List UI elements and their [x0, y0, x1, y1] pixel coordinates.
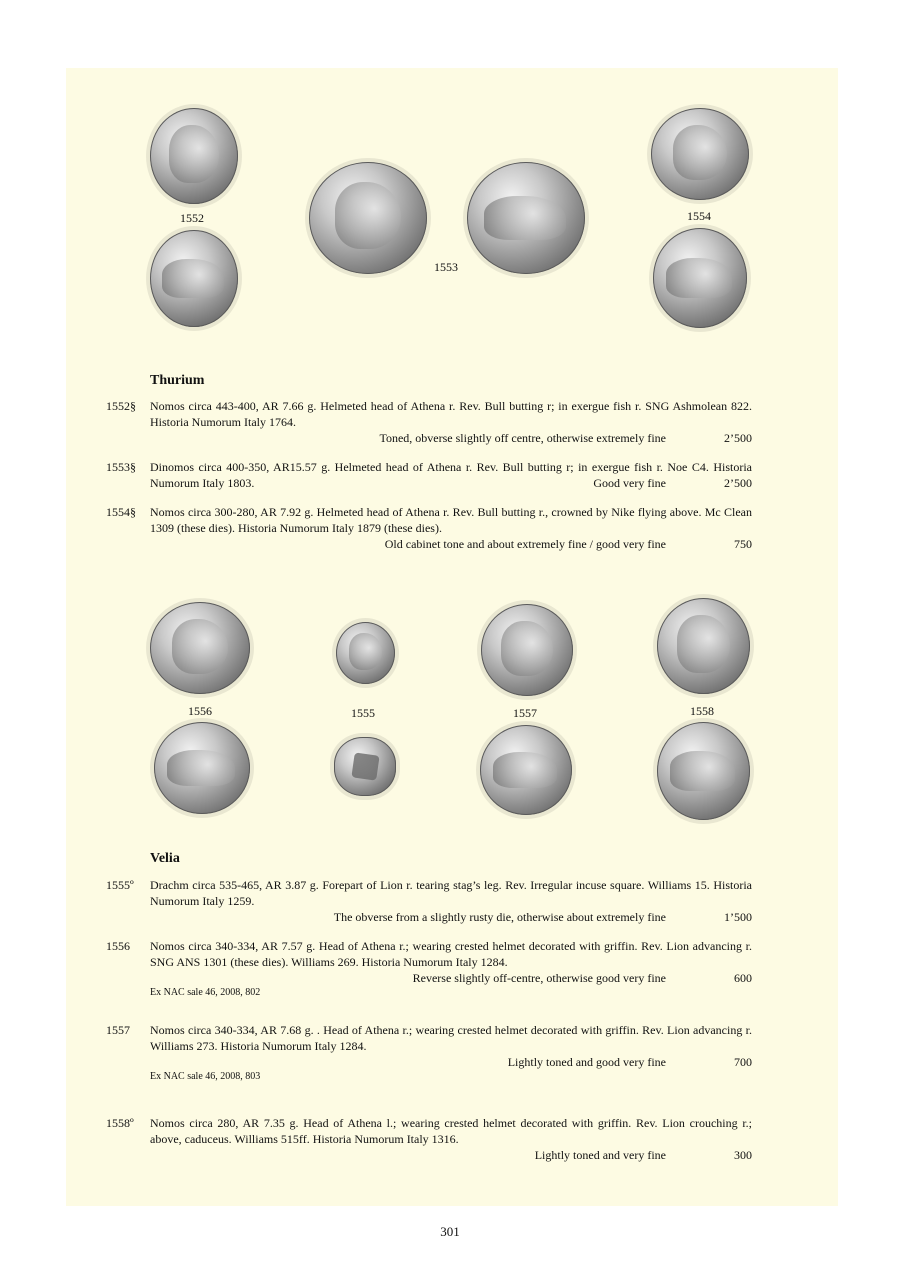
lot-grade: Lightly toned and good very fine [507, 1055, 666, 1069]
lot-condition-row [150, 536, 752, 552]
lot-grade: Old cabinet tone and about extremely fine / good very fine [384, 537, 666, 551]
lot-description: Nomos circa 280, AR 7.35 g. Head of Athena l.; wearing crested helmet decorated with griffin. Rev. Lion crouching r.; above, caduceus. Williams 515ff. Historia Numorum Italy 1316. [150, 1116, 752, 1146]
coin-1555-reverse-image [334, 737, 396, 796]
coin-1556-obverse-image [150, 602, 250, 694]
lot-number: 1558º [106, 1116, 134, 1130]
coin-1557-reverse-image [480, 725, 572, 815]
coin-1557-obverse-image [481, 604, 573, 696]
lot-estimate: 1’500 [724, 910, 752, 924]
coin-label-1558: 1558 [690, 704, 714, 718]
lot-condition-row [150, 430, 752, 446]
lot-description: Nomos circa 300-280, AR 7.92 g. Helmeted head of Athena r. Rev. Bull butting r., crowned by Nike flying above. Mc Clean 1309 (these dies). Historia Numorum Italy 1879 (these dies). [150, 505, 752, 535]
lot-estimate: 2’500 [724, 476, 752, 490]
lot-1558 [106, 1115, 752, 1163]
lot-number: 1555º [106, 878, 134, 892]
coin-1552-obverse-image [150, 108, 238, 204]
lot-description: Drachm circa 535-465, AR 3.87 g. Forepart of Lion r. tearing stag’s leg. Rev. Irregular incuse square. Williams 15. Historia Numorum Italy 1259. [150, 878, 752, 908]
coin-1552-reverse-image [150, 230, 238, 327]
lot-1555 [106, 877, 752, 925]
lot-grade: The obverse from a slightly rusty die, otherwise about extremely fine [333, 910, 666, 924]
lot-number: 1553§ [106, 460, 136, 474]
lot-condition-row [150, 1147, 752, 1163]
coin-label-1557: 1557 [513, 706, 537, 720]
lot-number: 1557 [106, 1023, 130, 1037]
lot-grade: Good very fine [593, 476, 666, 490]
page-number: 301 [440, 1224, 460, 1239]
coin-1558-reverse-image [657, 722, 750, 820]
coin-1555-obverse-image [336, 622, 395, 684]
coin-label-1554: 1554 [687, 209, 711, 223]
lot-estimate: 600 [734, 971, 752, 985]
lot-number: 1554§ [106, 505, 136, 519]
lot-1556 [106, 938, 752, 1000]
lot-1552 [106, 398, 752, 446]
lot-condition-row [150, 475, 752, 491]
lot-number: 1552§ [106, 399, 136, 413]
lot-condition-row [150, 970, 752, 986]
lot-description: Dinomos circa 400-350, AR15.57 g. Helmeted head of Athena r. Rev. Bull butting r; in exergue fish r. Noe C4. Historia Numorum Italy 1803. [150, 460, 752, 490]
lot-grade: Toned, obverse slightly off centre, otherwise extremely fine [379, 431, 666, 445]
lot-1557 [106, 1022, 752, 1084]
lot-estimate: 300 [734, 1148, 752, 1162]
lot-number: 1556 [106, 939, 130, 953]
coin-1554-obverse-image [651, 108, 749, 200]
section-title-thurium: Thurium [150, 373, 205, 388]
lot-1554 [106, 504, 752, 552]
lot-condition-row [150, 909, 752, 925]
lot-estimate: 700 [734, 1055, 752, 1069]
coin-1553-reverse-image [467, 162, 585, 274]
lot-grade: Lightly toned and very fine [534, 1148, 666, 1162]
lot-grade: Reverse slightly off-centre, otherwise good very fine [412, 971, 666, 985]
coin-label-1556: 1556 [188, 704, 212, 718]
lot-provenance: Ex NAC sale 46, 2008, 802 [150, 987, 261, 998]
coin-1556-reverse-image [154, 722, 250, 814]
coin-label-1553: 1553 [434, 260, 458, 274]
coin-1558-obverse-image [657, 598, 750, 694]
section-title-velia: Velia [150, 851, 180, 866]
lot-description: Nomos circa 340-334, AR 7.68 g. . Head of Athena r.; wearing crested helmet decorated with griffin. Rev. Lion advancing r. Williams 273. Historia Numorum Italy 1284. [150, 1023, 752, 1053]
coin-1554-reverse-image [653, 228, 747, 328]
coin-label-1552: 1552 [180, 211, 204, 225]
lot-1553 [106, 459, 752, 491]
lot-condition-row [150, 1054, 752, 1070]
lot-description: Nomos circa 443-400, AR 7.66 g. Helmeted head of Athena r. Rev. Bull butting r; in exergue fish r. SNG Ashmolean 822. Historia Numorum Italy 1764. [150, 399, 752, 429]
lot-description: Nomos circa 340-334, AR 7.57 g. Head of Athena r.; wearing crested helmet decorated with griffin. Rev. Lion advancing r. SNG ANS 1301 (these dies). Williams 269. Historia Numorum Italy 1284. [150, 939, 752, 969]
lot-estimate: 750 [734, 537, 752, 551]
lot-estimate: 2’500 [724, 431, 752, 445]
coin-1553-obverse-image [309, 162, 427, 274]
lot-provenance: Ex NAC sale 46, 2008, 803 [150, 1071, 261, 1082]
coin-label-1555: 1555 [351, 706, 375, 720]
